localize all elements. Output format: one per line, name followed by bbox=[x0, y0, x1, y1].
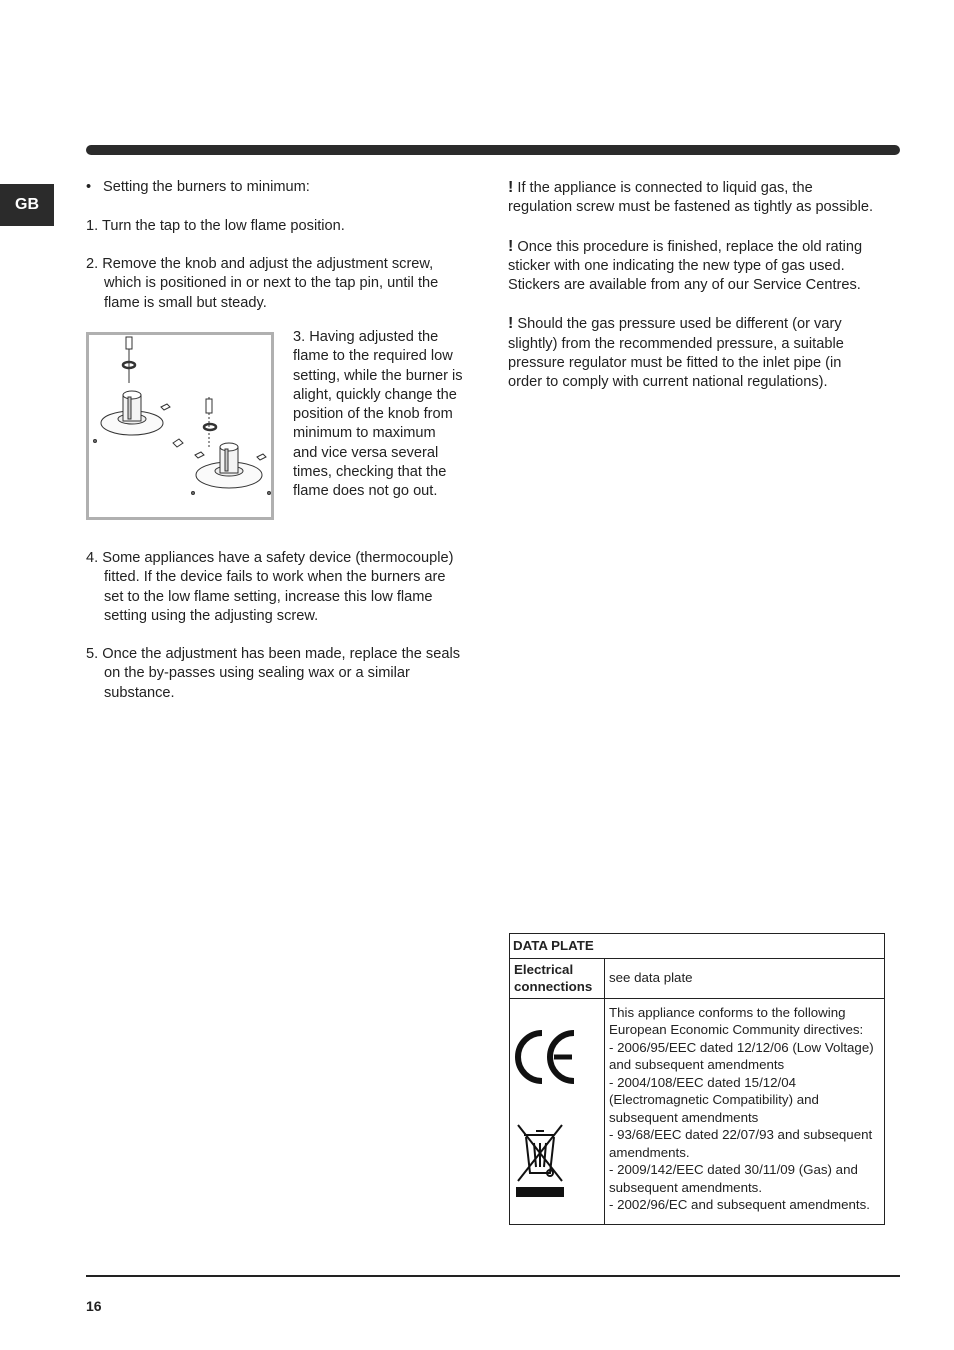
language-tab bbox=[0, 184, 54, 226]
compliance-text bbox=[605, 998, 885, 1224]
compliance-row bbox=[510, 998, 885, 1224]
directive-93-68: - 93/68/EEC dated 22/07/93 and subsequent amendments. bbox=[609, 1127, 873, 1160]
step-2: 2. Remove the knob and adjust the adjustment screw, which is positioned in or next to the tap pin, until the flame is small but steady. bbox=[86, 256, 439, 311]
directive-emc: - 2004/108/EEC dated 15/12/04 (Electromagnetic Compatibility) and subsequent amendments bbox=[609, 1074, 819, 1125]
warning-mark: ! bbox=[508, 315, 514, 333]
data-plate-table bbox=[509, 933, 885, 1225]
electrical-value: see data plate bbox=[605, 958, 885, 998]
left-column bbox=[86, 178, 466, 722]
electrical-row bbox=[510, 958, 885, 998]
directive-weee: - 2002/96/EC and subsequent amendments. bbox=[609, 1197, 870, 1212]
right-column bbox=[508, 178, 878, 412]
note-liquid-gas bbox=[508, 178, 878, 218]
page-number: 16 bbox=[86, 1298, 102, 1314]
warning-mark: ! bbox=[508, 179, 514, 196]
electrical-label: Electrical connections bbox=[510, 958, 605, 998]
note-text: Should the gas pressure used be different (or vary slightly) from the recommended pressure, a suitable pressure regulator must be fitted to the inlet pipe (in order to comply with current national regulations). bbox=[508, 316, 844, 391]
data-plate-title: DATA PLATE bbox=[510, 934, 885, 959]
bullet-item bbox=[86, 178, 466, 197]
header-rule bbox=[86, 145, 900, 155]
bullet-text: Setting the burners to minimum: bbox=[103, 179, 310, 195]
directive-low-voltage: - 2006/95/EEC dated 12/12/06 (Low Voltage) and subsequent amendments bbox=[609, 1039, 874, 1072]
language-tab-label: GB bbox=[15, 196, 39, 213]
bullet-dot: • bbox=[86, 179, 92, 195]
crossed-out-wheelie-bin-icon bbox=[510, 1121, 570, 1201]
step-5: 5. Once the adjustment has been made, replace the seals on the by-passes using sealing wax or a similar substance. bbox=[86, 646, 460, 701]
step-4: 4. Some appliances have a safety device (thermocouple) fitted. If the device fails to work when the burners are set to the low flame setting, increase this low flame setting using the adjusting screw. bbox=[86, 549, 454, 624]
note-text: If the appliance is connected to liquid gas, the regulation screw must be fastened as tightly as possible. bbox=[508, 180, 874, 216]
warning-mark: ! bbox=[508, 237, 514, 255]
burner-screwdriver-icon bbox=[89, 335, 271, 517]
footer-rule bbox=[86, 1275, 900, 1277]
step-1: 1. Turn the tap to the low flame position. bbox=[86, 217, 345, 234]
step-3-block bbox=[86, 328, 466, 530]
burner-adjustment-illustration bbox=[86, 332, 274, 520]
data-plate-header-row bbox=[510, 934, 885, 959]
step-3: 3. Having adjusted the flame to the required low setting, while the burner is alight, quickly change the position of the knob from minimum to maximum and vice versa several times, checking that the flame does not go out. bbox=[293, 328, 463, 500]
compliance-intro: This appliance conforms to the following European Economic Community directives: bbox=[609, 1004, 864, 1037]
note-text: Once this procedure is finished, replace the old rating sticker with one indicating the new type of gas used. Stickers are available from any of our Service Centres. bbox=[508, 238, 863, 294]
ce-mark-icon bbox=[510, 1017, 580, 1097]
compliance-icons-cell bbox=[510, 998, 605, 1224]
note-rating-sticker bbox=[508, 237, 878, 296]
note-gas-pressure bbox=[508, 314, 878, 392]
directive-gas: - 2009/142/EEC dated 30/11/09 (Gas) and subsequent amendments. bbox=[609, 1162, 858, 1195]
